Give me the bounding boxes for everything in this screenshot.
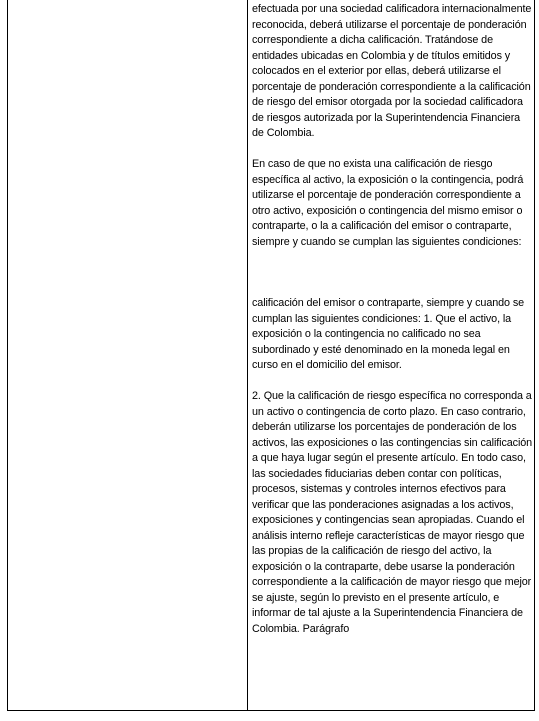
paragraph-condition-2: 2. Que la calificación de riesgo específica no corresponda a un activo o contingencia de corto plazo. En caso contrario, deberán utilizarse los porcentajes de ponderación de los activos, las exposiciones o las contingencias sin calificación a que haya lugar según el presente artículo. En todo caso, las sociedades fiduciarias deben contar con políticas, procesos, sistemas y controles internos efectivos para verificar que las ponderaciones asignadas a los activos, exposiciones y contingencias sean apropiadas. Cuando el análisis interno refleje características de mayor riesgo que las propias de la calificación de riesgo del activo, la exposición o la contraparte, debe usarse la ponderación correspondiente a la calificación de mayor riesgo que mejor se ajuste, según lo previsto en el presente artículo, e informar de tal ajuste a la Superintendencia Financiera de Colombia. Parágrafo	[252, 390, 533, 635]
table-right-column	[252, 2, 534, 637]
paragraph-gap	[252, 142, 534, 158]
paragraph-gap	[252, 250, 534, 296]
paragraph-weighting-rating: efectuada por una sociedad calificadora internacionalmente reconocida, deberá utilizarse el porcentaje de ponderación correspondiente a dicha calificación. Tratándose de entidades ubicadas en Colombia y de títulos emitidos y colocados en el exterior por ellas, deberá utilizarse el porcentaje de ponderación correspondiente a la calificación de riesgo del emisor otorgada por la sociedad calificadora de riesgos autorizada por la Superintendencia Financiera de Colombia.	[252, 3, 532, 139]
paragraph-condition-1: calificación del emisor o contraparte, siempre y cuando se cumplan las siguientes condiciones: 1. Que el activo, la exposición o la contingencia no calificado no sea subordinado y esté denominado en la moneda legal en curso en el domicilio del emisor.	[252, 297, 525, 371]
content-table	[7, 0, 535, 711]
paragraph-no-rating: En caso de que no exista una calificación de riesgo específica al activo, la exposición o la contingencia, podrá utilizarse el porcentaje de ponderación correspondiente a otro activo, exposición o contingencia del mismo emisor o contraparte, o la a calificación del emisor o contraparte, siempre y cuando se cumplan las siguientes condiciones:	[252, 158, 524, 248]
paragraph-gap	[252, 374, 534, 390]
table-left-column	[8, 0, 248, 710]
